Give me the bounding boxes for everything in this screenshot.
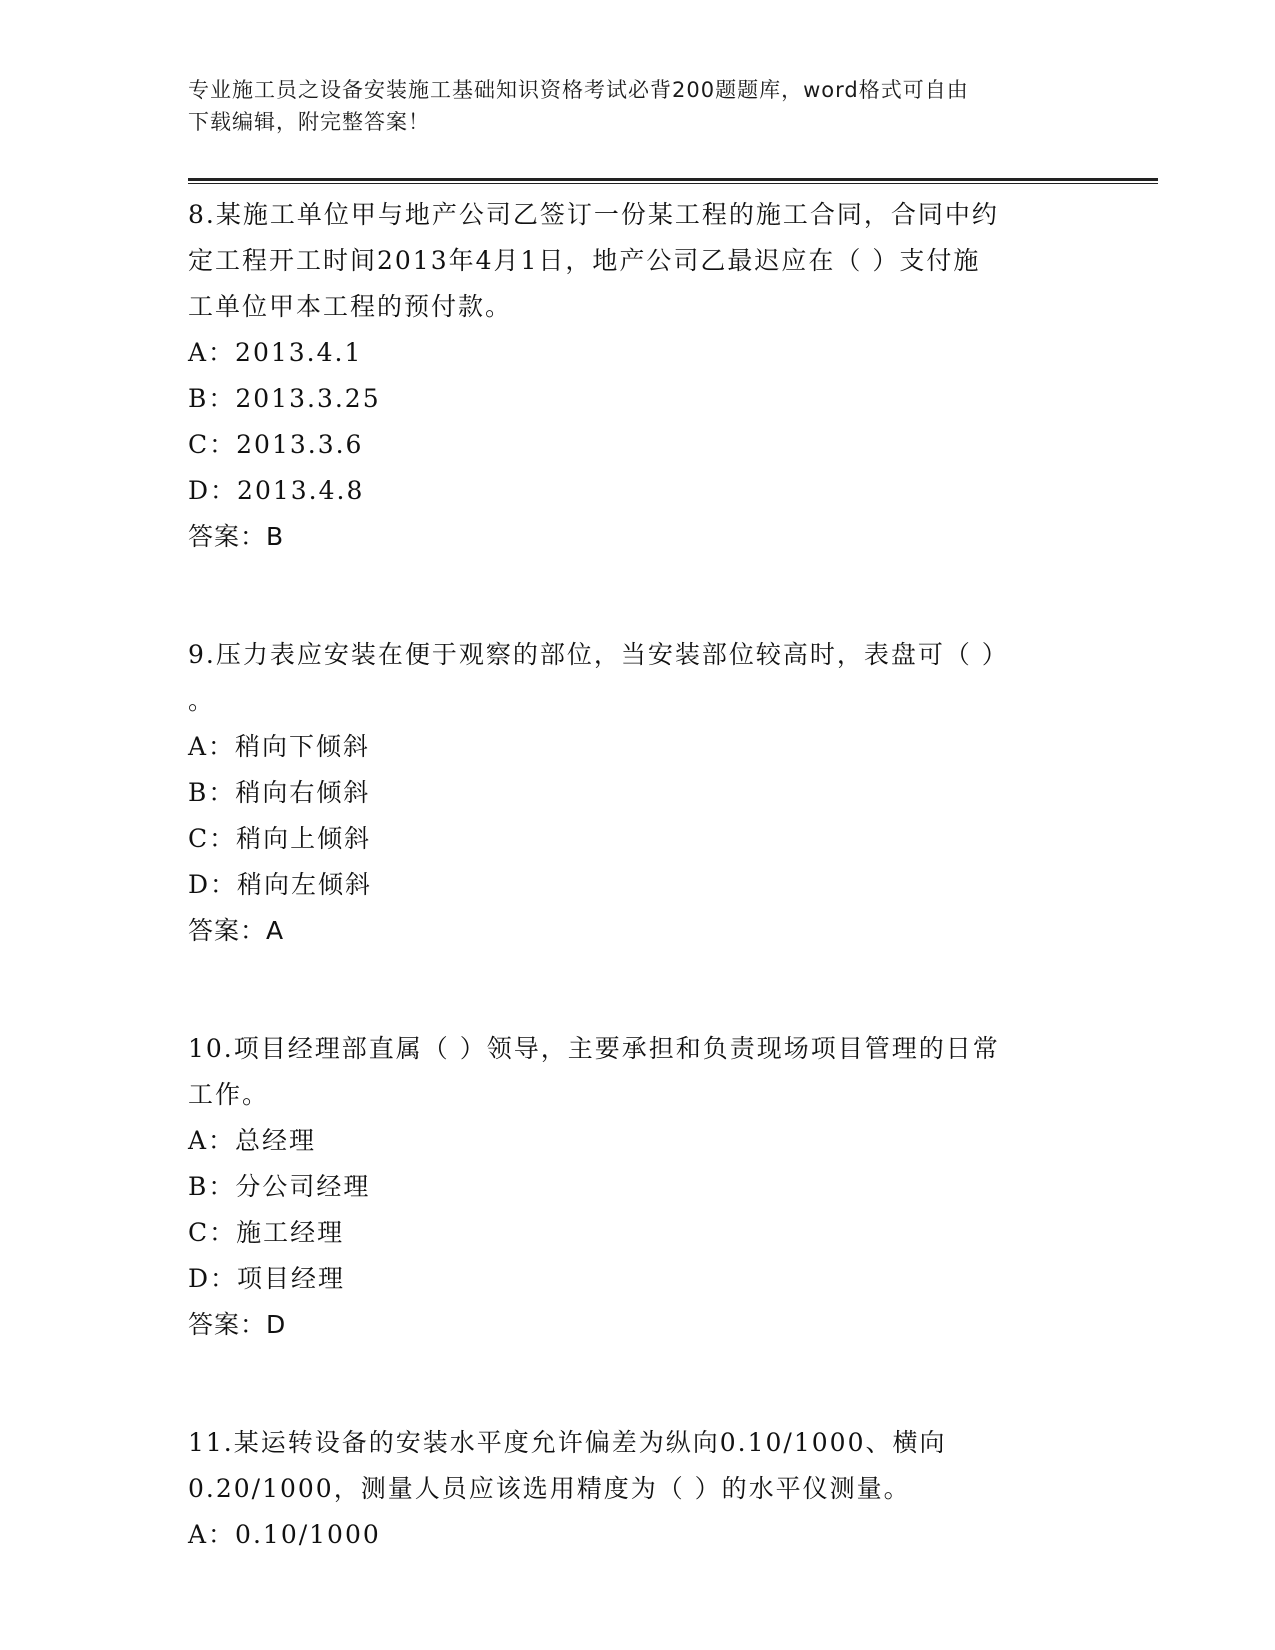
header-divider-thin [188,183,1158,184]
question-text-line: 工单位甲本工程的预付款。 [188,292,513,321]
option-b: B：2013.3.25 [188,384,381,413]
answer-label: 答案：D [188,1310,287,1339]
question-text-line: 。 [188,686,216,715]
question-text-line: 11.某运转设备的安装水平度允许偏差为纵向0.10/1000、横向 [188,1428,947,1457]
header-divider [188,178,1158,181]
option-a: A：0.10/1000 [188,1520,381,1549]
document-header [188,74,1068,138]
question-list [188,192,1068,1558]
option-b: B：分公司经理 [188,1172,371,1201]
option-d: D：稍向左倾斜 [188,870,373,899]
option-c: C：施工经理 [188,1218,345,1247]
question-8 [188,192,1068,560]
header-title-line-1: 专业施工员之设备安装施工基础知识资格考试必背200题题库，word格式可自由 [188,78,969,102]
answer-label: 答案：A [188,916,285,945]
option-c: C：2013.3.6 [188,430,364,459]
question-text [188,1420,1068,1512]
question-text-line: 0.20/1000，测量人员应该选用精度为（ ）的水平仪测量。 [188,1474,911,1503]
question-10 [188,1026,1068,1348]
option-a: A：稍向下倾斜 [188,732,371,761]
question-11 [188,1420,1068,1558]
question-text-line: 9.压力表应安装在便于观察的部位，当安装部位较高时，表盘可（ ） [188,640,1009,669]
option-b: B：稍向右倾斜 [188,778,371,807]
question-text [188,192,1068,330]
option-c: C：稍向上倾斜 [188,824,372,853]
question-text-line: 8.某施工单位甲与地产公司乙签订一份某工程的施工合同，合同中约 [188,200,999,229]
question-text [188,1026,1068,1118]
option-a: A：2013.4.1 [188,338,363,367]
question-text-line: 工作。 [188,1080,270,1109]
answer-label: 答案：B [188,522,285,551]
question-text-line: 10.项目经理部直属（ ）领导，主要承担和负责现场项目管理的日常 [188,1034,1000,1063]
option-d: D：2013.4.8 [188,476,365,505]
option-d: D：项目经理 [188,1264,346,1293]
header-title-line-2: 下载编辑，附完整答案！ [188,110,430,134]
question-9 [188,632,1068,954]
question-text [188,632,1068,724]
option-a: A：总经理 [188,1126,317,1155]
question-text-line: 定工程开工时间2013年4月1日，地产公司乙最迟应在（ ）支付施 [188,246,981,275]
